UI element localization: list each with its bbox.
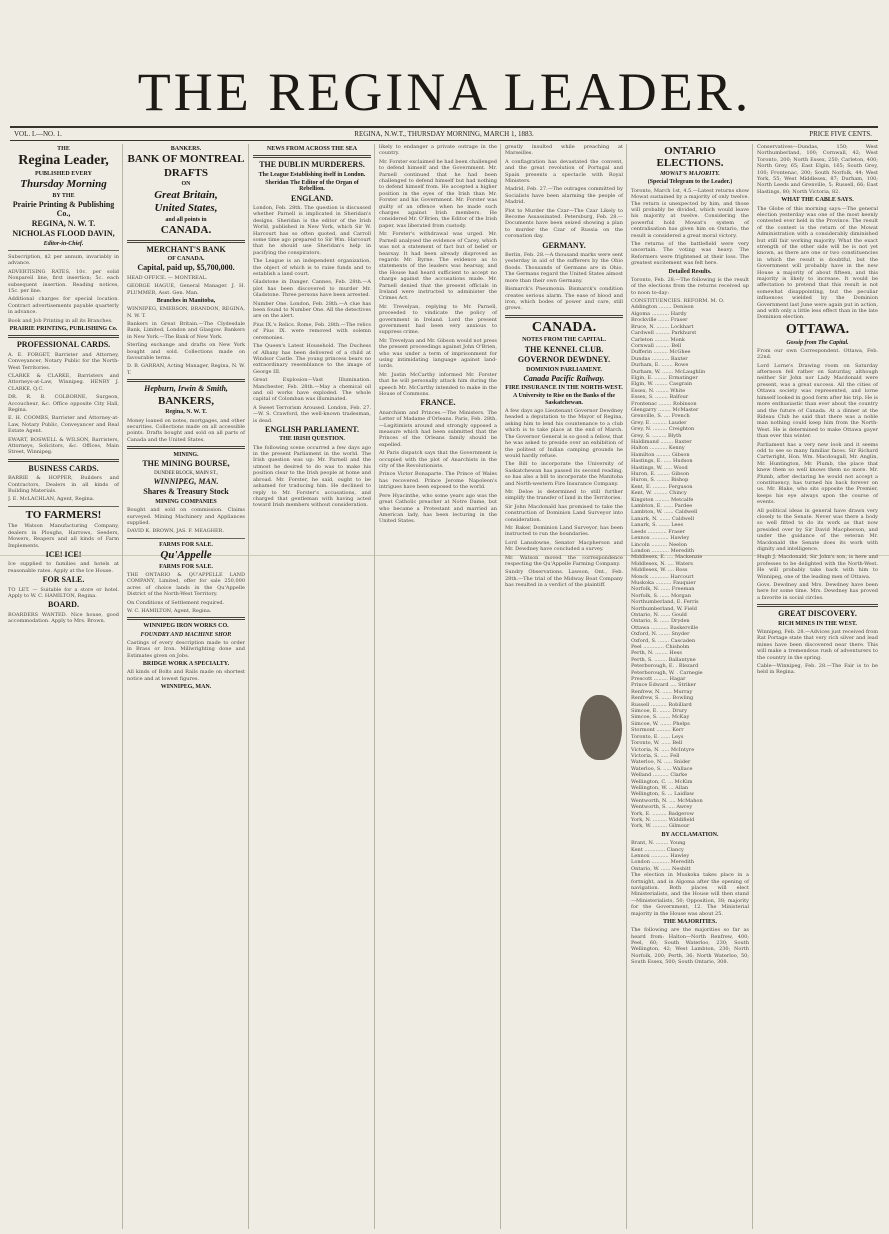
table-row: Addington ........ Denison	[631, 304, 694, 311]
col5-text: Mr. Baker, Dominion Land Surveyor, has been instructed to run the boundaries.	[505, 524, 623, 538]
price: PRICE FIVE CENTS.	[809, 130, 872, 138]
col2-rule	[127, 446, 245, 449]
col4-text: Mr. Justin McCarthy informed Mr. Forster that he will personally attack him during the speech Mr. McCarthy intended to make in the House of Commons.	[379, 371, 497, 398]
col2-text: All kinds of Bolts and Rails made on shortest notice and at lowest figures.	[127, 669, 245, 682]
col7-text: Conservatives—Dundas, 150; West Northumberland, 100; Cornwall, 42; West Toronto, 200; North Essex, 250; Carleton, 400; North Grey, 65; East Elgin, 165; South Grey, 100; Frontenac, 200; South Norfolk, 44; West York, 55; West Middlesex, 87; Durham, 100; North Leeds and Grenville, 5; Russell, 66; East Hastings, 80; North Victoria, 82.	[757, 144, 878, 195]
col2-dundee-block: DUNDEE BLOCK, MAIN ST.,	[154, 470, 218, 476]
col3-rule	[253, 155, 371, 158]
col5-governor-dewdney: GOVERNOR DEWDNEY.	[517, 355, 611, 365]
col3-dublin-murderers: THE DUBLIN MURDERERS.	[259, 160, 365, 170]
col2-text: Castings of every description made to order in Brass or Iron. Millwrighting done and Estimates given on Jobs.	[127, 639, 245, 659]
col7-rich-mines: RICH MINES IN THE WEST.	[778, 620, 857, 627]
col2-regina: Regina, N. W. T.	[165, 409, 207, 416]
column-4	[379, 144, 501, 1229]
col1-editor-name: NICHOLAS FLOOD DAVIN,	[12, 229, 115, 239]
col4-text: Prince Victor Bonaparte. The Prince of Wales has recovered. Prince Jerome Napoleon's intrigues have been exposed to the world.	[379, 471, 497, 491]
col2-foundry: FOUNDRY AND MACHINE SHOP.	[140, 631, 232, 638]
col2-text: Sterling exchange and drafts on New York bought and sold. Collections made on favourable terms.	[127, 342, 245, 362]
table-row: Ontario, S. ...... Dryden	[631, 618, 690, 625]
col1-rule	[8, 459, 119, 462]
col6-ontario-elections: ONTARIO ELECTIONS.	[656, 145, 724, 169]
place-date: REGINA, N.W.T., THURSDAY MORNING, MARCH 1, 1883.	[354, 130, 534, 138]
col1-card: A. E. FORGET, Barrister and Attorney, Conveyancer, Notary Public for the North-West Territories.	[8, 351, 119, 371]
col4-france-heading: FRANCE.	[420, 398, 456, 408]
col5-fire-insurance: FIRE INSURANCE IN THE NORTH-WEST.	[505, 385, 623, 392]
col5-text: Bismarck's Pneumonia. Bismarck's condition creates serious alarm. The ease of blood and iron, which bodes of power and care, still grows.	[505, 286, 623, 312]
col1-text: Book and Job Printing in all its Branches.	[8, 317, 113, 324]
col3-text: The League is an independent organization, the object of which is to raise funds and to establish a land court.	[253, 258, 371, 278]
col2-bankers-heading: BANKERS.	[170, 146, 202, 152]
col3-text: A Sweet Terrorism Aroused. London, Feb. 27.—W. S. Crawford, the well-known tradesman, is dead.	[253, 404, 371, 424]
col6-text: The election in Muskoka takes place in a fortnight, and in Algoma after the opening of navigation. Both places will elect Ministerialists, and the House will then stand—Ministerialists, 50; Opposition, 38; majority for the Government, 12. The Ministerial majority in the House was about 25.	[631, 872, 749, 917]
table-row: Frontenac ........ Robinson	[631, 400, 697, 407]
table-row: Cornwall ......... Bell	[631, 342, 682, 349]
col3-england-heading: ENGLAND.	[290, 193, 333, 203]
col5-text: Mr. Deloe is determined to still further simplify the transfer of land in the Territories.	[505, 488, 623, 502]
table-row: Perth, N. ........ Hess	[631, 650, 682, 657]
column-1	[8, 144, 123, 1229]
col2-on: ON	[181, 181, 191, 188]
col2-text: DAVID K. BROWN, JAS. F. MEAGHER.	[127, 528, 225, 535]
table-row: Oxford, N. ....... Snyder	[631, 631, 690, 638]
col2-canada: CANADA.	[160, 224, 212, 237]
table-row: Lennox ........... Hawley	[631, 535, 690, 542]
col6-detailed-results: Detailed Results.	[668, 268, 712, 275]
table-row: Oxford, S. ....... Cascaden	[631, 637, 696, 644]
col7-text: The Globe of this morning says:—The general election yesterday was one of the most keenly contested ever held in the Province. The result of the contest is the return of the Mowat Administration with a considerably diminished but still fair working majority. What the exact strength of the other side will be is not yet known, as there are one or two constituencies in which the result is doubtful, but the Government will probably have in the new House a majority of about fifteen, and this majority is likely to increase. It would be affectation to pretend that this result is not somewhat disappointing, but the peculiar influences wielded by the Dominion Government last June were again put in action, and with only a little less effect than in the late Dominion election.	[757, 205, 878, 321]
table-row: Hastings, E. ..... Hudson	[631, 458, 693, 465]
col5-kennel-club: THE KENNEL CLUB.	[524, 344, 604, 354]
col2-shares: Shares & Treasury Stock	[143, 487, 229, 497]
col6-mowats-majority: MOWAT'S MAJORITY.	[660, 171, 720, 178]
col2-rule	[127, 617, 245, 620]
table-row: Ontario, W. ...... Nesbitt	[631, 865, 691, 872]
table-row: Halton ........... Kenny	[631, 445, 685, 452]
col7-text: From our own Correspondent. Ottawa, Feb. 22nd.	[757, 347, 878, 361]
col1-by-the: BY THE	[52, 192, 75, 199]
col1-card: DR. R. B. COLBORNE, Surgeon, Accoucheur, &c. Office opposite City Hall, Regina.	[8, 394, 119, 413]
col2-text: D. B. GARRAN, Acting Manager, Regina, N. W. T.	[127, 363, 245, 376]
col3-text: The Queen's Latest Household. The Duchess of Albany has been delivered of a child at Windsor Castle. The young princess bears no extraordinary resemblance to the image of George III.	[253, 343, 371, 375]
col5-text: The Bill to incorporate the University of Saskatchewan has passed its second reading, so has also a bill to incorporate the Manitoba and North-western Fire Insurance Company.	[505, 461, 623, 487]
table-row: Renfrew, S. ...... Bowling	[631, 695, 694, 702]
table-row: Brant, N. ........ Young	[631, 840, 686, 847]
col7-text: Hugh J. Macdonald, Sir John's son, is here and professes to be delighted with the North-West. He will probably take back with him to Winnipeg, one of the leading men of Ottawa.	[757, 554, 878, 580]
table-row: Hastings, W. ..... Wood	[631, 464, 688, 471]
table-row: Kent ............. Clancy	[631, 846, 684, 853]
col3-text: Gladstone in Danger. Cannes, Feb. 28th.—A plot has been discovered to murder Mr. Gladstone. Three persons have been arrested.	[253, 279, 371, 299]
col7-gossip: Gossip from The Capital.	[786, 339, 849, 346]
col6-acclamation-table	[631, 840, 749, 872]
col2-bankers: BANKERS,	[158, 394, 214, 407]
col2-bridge-work: BRIDGE WORK A SPECIALTY.	[142, 661, 230, 668]
table-row: Middlesex, E. .... Mackenzie	[631, 554, 703, 561]
table-row: Simcoe, W. ....... Phelps	[631, 720, 690, 727]
table-row: Cardwell ......... Parkhurst	[631, 330, 697, 337]
col6-acclamation: BY ACCLAMATION.	[661, 831, 719, 838]
col4-text: Mr. Trevelyan, replying to Mr. Parnell, proceeded to vindicate the policy of government in Ireland. Lord the present government had been very anxious to suppress crime.	[379, 303, 497, 336]
col2-capital: Capital, paid up, $5,700,000.	[137, 263, 235, 273]
col7-text: Parliament has a very new look and it seems odd to see so many familiar faces. Sir Richard Cartwright, Hon. Wm. Macdougall, Mr. Anglin, Mr. Huntington, Mr. Plumb, the place that knew them so well knows them no more. Mr. Plumb, after declaring he would not accept a constituency, has turned his back forever on us. Mr. Blake, who sits opposite the Premier, keeps his eye always upon the course of events.	[757, 441, 878, 506]
table-row: Toronto, W. ...... Bell	[631, 740, 683, 747]
col6-text: The returns of the battlefield were very uncertain. The voting was heavy. The Reformers were frightened at their loss. The greatest excitement was felt here.	[631, 240, 749, 267]
col1-editor-title: Editor-in-Chief.	[43, 240, 84, 247]
col4-text: likely to endanger a private outrage in the country.	[379, 144, 497, 157]
col6-special-telegram: (Special Telegram to the Leader.)	[647, 179, 733, 186]
col2-great-britain: Great Britain,	[154, 188, 218, 201]
column-2	[127, 144, 249, 1229]
col2-text: Bought and sold on commission. Claims surveyed. Mining Machinery and Appliances supplied.	[127, 507, 245, 526]
col2-text: On Conditions of Settlement required.	[127, 599, 225, 606]
col2-all-points: and all points in	[165, 216, 207, 223]
col5-text: Mr. Watson moved the correspondence respecting the Qu'Appelle Farming Company.	[505, 554, 623, 568]
col5-text: Berlin, Feb. 28.—A thousand marks were sent yesterday in aid of the sufferers by the Ohio floods. Thousands of Germans are in Ohio. The Germans regard the United States almost more than their own Germany.	[505, 252, 623, 284]
col3-news-heading: NEWS FROM ACROSS THE SEA	[266, 146, 358, 152]
table-row: Lincoln .......... Neelon	[631, 541, 687, 548]
table-row: Kent, W. ......... Chincy	[631, 490, 687, 497]
col2-branches-heading: Branches in Manitoba,	[156, 297, 216, 304]
col2-rule	[127, 538, 245, 539]
col1-for-sale-heading: FOR SALE.	[42, 575, 85, 585]
table-row: Elgin, W. ........ Casgrain	[631, 381, 692, 388]
col5-text: A few days ago Lieutenant Governor Dewdney headed a deputation to the Mayor of Regina, asking him to lend his countenance to a club which is to take place at the end of March. The Governor General is so good a fellow, that he was asked to preside over an exhibition of the politest of Indian camping grounds he would hardly refuse.	[505, 408, 623, 459]
table-row: Dundas ........... Baxter	[631, 355, 688, 362]
table-row: Peterborough, W. . Carnegie	[631, 669, 703, 676]
table-row: Glengarry ........ McMaster	[631, 406, 699, 413]
table-row: Carleton ......... Monk	[631, 336, 685, 343]
col2-mining-bourse: THE MINING BOURSE,	[142, 459, 230, 469]
table-row: Wellington, W. ... Allan	[631, 784, 689, 791]
col5-text: Plot to Murder the Czar—The Czar Likely to Become Assassinated. Petersburg, Feb. 28.—Documents have been seized showing a plan to murder the Czar of Russia on the coronation day.	[505, 207, 623, 240]
table-row: Wellington, S. ... Laidlaw	[631, 791, 695, 798]
col4-text: Anarchism and Princes.—The Ministers. The Letter of Madame d'Orleans. Paris, Feb. 28th.—Legitimists around and strongly opposed a measure which had been submitted that the Princes of the Orleans family should be expelled.	[379, 409, 497, 448]
table-row: Norfolk, S. ...... Morgan	[631, 592, 691, 599]
col4-text: Mr. Forster's withdrawal was urged. Mr. Parnell analysed the evidence of Carey, which was not a statement of fact but of belief or hearsay. It had been already disproved as regards Mr. Byrne. The evidence as to statements of the leaders was hearsay, and the House had heard sufficient to accept no charge against the accusations made. Mr. Parnell denied that the present officials in Ireland were instructed to administer the Crimes Act.	[379, 231, 497, 302]
table-row: Brockville ....... Fraser	[631, 317, 688, 324]
col7-rule	[757, 604, 878, 607]
table-row: Stormont ......... Kerr	[631, 727, 684, 734]
table-row: Hamilton ......... Gibson	[631, 451, 690, 458]
col1-publisher: Prairie Printing & Publishing Co.,	[12, 200, 115, 218]
col4-text: Mr. Trevelyan and Mr. Gibson would not press the present proceedings against John O'Brien, who was under a term of imprisonment for using intimidating language against land-lords.	[379, 337, 497, 370]
table-row: Middlesex, N. .... Waters	[631, 560, 693, 567]
table-row: Grey, S. ......... Blyth	[631, 432, 682, 439]
col5-dominion-parliament: DOMINION PARLIAMENT.	[526, 366, 602, 373]
col1-business-cards-heading: BUSINESS CARDS.	[28, 463, 99, 473]
col7-text: All political ideas in general have drawn very closely to the Senate. Never was there a body so well fitted to do its work as that now presided over by Sir David Macpherson, and under the guidance of the veteran Mr. Macdonald the Senate does its work with dignity and intelligence.	[757, 507, 878, 553]
table-row: Waterloo, S. ..... Wallace	[631, 765, 693, 772]
col6-results-table	[631, 304, 749, 829]
col2-text: WINNIPEG, EMERSON, BRANDON, REGINA, N. W. T.	[127, 306, 245, 319]
col7-cable-says: WHAT THE CABLE SAYS.	[781, 197, 854, 204]
col2-merchants-bank: MERCHANT'S BANK	[146, 244, 226, 254]
table-row: York, E. ......... Badgerow	[631, 810, 694, 817]
table-row: Grey, N. ......... Creighton	[631, 426, 695, 433]
table-row: Waterloo, N. ..... Snider	[631, 759, 691, 766]
col2-rule	[127, 240, 245, 243]
col1-card: BARRIE & HOPPER, Builders and Contractors, Dealers in all kinds of Building Materials.	[8, 475, 119, 495]
table-row: Wentworth, S. .... Awrey	[631, 804, 693, 811]
col1-rule	[8, 506, 119, 507]
col1-card: CLARKE & CLARKE, Barristers and Attorneys-at-Law, Winnipeg. HENRY J. CLARKE, Q.C.	[8, 372, 119, 392]
table-row: Peterborough, E. . Blezard	[631, 663, 699, 670]
col2-farms-for-sale: FARMS FOR SALE.	[159, 563, 213, 570]
col1-thursday-morning: Thursday Morning	[20, 178, 107, 191]
col3-subhead: The League Establishing itself in London.	[258, 171, 366, 178]
col3-text: Great Explosion—Vast Illumination. Manchester, Feb. 28th.—May a chemical oil and oil works have exploded. The whole capital of Colomban was illuminated.	[253, 377, 371, 403]
table-row: Muskoka .......... Fauquier	[631, 579, 696, 586]
table-row: Essex, N. ........ White	[631, 387, 686, 394]
col1-heading-the: THE	[57, 146, 70, 152]
col2-farms-heading: FARMS FOR SALE.	[159, 541, 213, 548]
col1-rule	[8, 250, 119, 251]
col7-ottawa: OTTAWA.	[785, 321, 850, 337]
col1-ad: Ice supplied to families and hotels at reasonable rates. Apply at the Ice House.	[8, 561, 119, 574]
col2-drafts: DRAFTS	[163, 166, 208, 179]
col1-location: REGINA, N. W. T.	[31, 218, 96, 228]
col3-text: Number One. London, Feb. 28th.—A clue has been found to Number One. All the detectives are on the alert.	[253, 300, 371, 320]
col2-winnipeg: WINNIPEG, MAN.	[153, 477, 219, 487]
table-row: Lambton, E. ...... Pardee	[631, 503, 693, 510]
col1-ad: The Watson Manufacturing Company, dealers in Ploughs, Harrows, Seeders, Mowers, Reapers and all kinds of Farm Implements.	[8, 523, 119, 549]
table-row: Huron, S. ........ Bishop	[631, 477, 689, 484]
col2-mining-companies: MINING COMPANIES	[155, 498, 217, 505]
col1-ad: TO LET. — Suitable for a store or hotel. Apply to W. C. HAMILTON, Regina.	[8, 586, 119, 600]
table-row: Victoria, N. ..... McIntyre	[631, 746, 695, 753]
col2-hepburn: Hepburn, Irwin & Smith,	[144, 384, 228, 394]
table-row: Russell .......... Robillard	[631, 701, 692, 708]
col3-text: Pius IX.'s Relics. Rome, Feb. 28th.—The relics of Pius IX. were removed with solemn ceremonies.	[253, 321, 371, 341]
col1-professional-cards-heading: PROFESSIONAL CARDS.	[16, 340, 111, 350]
table-row: Bruce, N. ........ Lockhart	[631, 323, 694, 330]
table-row: Leeds ............ Fraser	[631, 528, 686, 535]
table-row: Peel ............. Chisholm	[631, 644, 690, 651]
table-row: Norfolk, N. ...... Freeman	[631, 586, 695, 593]
table-row: Huron, E. ........ Gibson	[631, 471, 690, 478]
col1-printing-co: PRAIRIE PRINTING, PUBLISHING Co.	[9, 326, 118, 333]
table-row: London ........... Meredith	[631, 547, 695, 554]
col7-text: Govs. Dewdney and Mrs. Dewdney have been here for some time. Mrs. Dewdney has proved a favorite in social circles.	[757, 582, 878, 601]
table-row: Grenville, S. .... French	[631, 413, 690, 420]
col2-mining-heading: MINING.	[173, 452, 199, 459]
col2-iron-works: WINNIPEG IRON WORKS CO.	[143, 623, 229, 630]
table-row: York, W. ......... Gilmour	[631, 823, 690, 830]
col5-rule	[505, 315, 623, 318]
dateline-bar	[10, 126, 878, 141]
table-row: Simcoe, E. ....... Drury	[631, 708, 688, 715]
col5-germany-heading: GERMANY.	[542, 240, 586, 250]
table-row: Prince Edward .... Striker	[631, 682, 696, 689]
col3-subhead: Sheridan The Editor of the Organ of Rebellion.	[265, 179, 359, 193]
col2-bank-of-montreal: BANK OF MONTREAL	[127, 153, 245, 166]
table-row: Lanark, S. ....... Lees	[631, 522, 684, 529]
table-row: Middlesex, W. .... Ross	[631, 567, 688, 574]
table-row: Northumberland, W. Field	[631, 605, 697, 612]
col7-text: Winnipeg, Feb. 28.—Advices just received from Rat Portage state that very rich silver and lead mines have been discovered near there. This will make a tremendous rush of adventurers to the country in the spring.	[757, 628, 878, 661]
column-7	[757, 144, 881, 1229]
table-row: Wellington, C. ... McKim	[631, 778, 693, 785]
col1-board-heading: BOARD.	[48, 600, 79, 610]
col1-ice-heading: ICE! ICE!	[45, 550, 82, 560]
table-row: Wentworth, N. .... McMahon	[631, 797, 703, 804]
table-row: Northumberland, E. Ferris	[631, 599, 699, 606]
col7-text: Lord Lorne's Drawing room on Saturday afternoon fell rather on Saturday, although neither Sir John nor Lady Macdonald were present, was a great success. All the cities of Ottawa society was represented, and lorne himself looked in good form after his trip. He is more enthusiastic than ever about the country and the future of Canada. At a dinner at the Rideau Club he said that there was a noble man nothing could keep him from the North-West. He is determined to make Ottawa gayer than ever this winter.	[757, 362, 878, 440]
col2-winnipeg-man: WINNIPEG, MAN.	[160, 684, 212, 691]
table-row: Algoma ........... Hardy	[631, 310, 687, 317]
col6-text: Toronto, Feb. 28.—The following is the result of the elections from the returns received up to noon to-day:	[631, 276, 749, 296]
table-row: Lambton, W. ...... Caldwell	[631, 509, 698, 516]
table-row: Essex, S. ........ Balfour	[631, 394, 689, 401]
column-6	[631, 144, 753, 1229]
table-row: Kent, E. ......... Ferguson	[631, 483, 693, 490]
col5-text: Sundry Observations. Lawson, Ont., Feb. 28th.—The trial of the Midway Boat Company has resulted in a verdict of the plaintiff.	[505, 569, 623, 589]
col2-text: GEORGE HAGUE, General Manager. J. H. PLUMMER, Asst. Gen. Man.	[127, 283, 245, 296]
col1-card: J. E. McLACHLAN, Agent, Regina.	[8, 496, 95, 503]
column-3	[253, 144, 375, 1229]
table-row: York, N. ......... Widdifield	[631, 816, 695, 823]
col2-of-canada: OF CANADA.	[167, 256, 205, 263]
table-row: Perth, S. ........ Ballantyne	[631, 656, 696, 663]
col5-text: Madrid, Feb. 27.—The outrages committed by Socialists have been alarming the people of Madrid.	[505, 186, 623, 206]
table-row: Renfrew, N. ...... Murray	[631, 688, 693, 695]
col5-cpr: Canada Pacific Railway.	[523, 373, 605, 383]
table-row: Lanark, N. ....... Caldwell	[631, 515, 695, 522]
table-row: Simcoe, S. ....... McKay	[631, 714, 690, 721]
masthead-title: THE REGINA LEADER.	[137, 62, 752, 122]
table-row: Lennox ........... Hawley	[631, 852, 690, 859]
col5-university: A University to Rise on the Banks of the Saskatchewan.	[512, 393, 615, 406]
col3-parliament-heading: ENGLISH PARLIAMENT.	[265, 424, 359, 434]
table-row: Dufferin ......... McGhee	[631, 349, 691, 356]
col2-text: Money loaned on notes, mortgages, and other securities. Collections made on all accessible points. Drafts bought and sold on all parts of Canada and the United States.	[127, 417, 245, 443]
col2-quappelle: Qu'Appelle	[160, 549, 212, 562]
table-row: Haldimand ........ Baxter	[631, 439, 692, 446]
volume-number: VOL. I.—NO. 1.	[14, 130, 62, 138]
col3-text: The following scene occurred a few days ago in the present Parliament in the world. The Irish question was up: Mr. Parnell and the utmost he desired to do was to make his position clear to the Irish people at home and abroad. Mr. Forster, he said, ought to be ashamed for traducing him. He declined to reply to Mr. Forster's accusations, and charged that gentleman with having acted toward Irish members without consideration.	[253, 444, 371, 509]
col7-text: Cable—Winnipeg, Feb. 28.—The Fair is to be held in Regina.	[757, 663, 878, 676]
col2-text: HEAD OFFICE. — MONTREAL.	[127, 274, 208, 281]
col2-text: W. C. HAMILTON, Agent, Regina.	[127, 607, 212, 614]
col1-card: E. H. COOMBS, Barrister and Attorney-at-Law, Notary Public, Conveyancer and Real Estate Agent.	[8, 415, 119, 435]
col5-canada-heading: CANADA.	[531, 319, 597, 335]
col4-text: Mr. Forster exclaimed he had been challenged to defend himself and the Government. Mr. Parnell continued that he had been challenged to defend himself but had nothing to defend himself from. He accepted a higher position in the eyes of the Irish than Mr. Forster and his Government. Mr. Forster was guilty of an offence when he made such charges against Irish members. He considered Mr. O'Brien, the Editor of the Irish paper, was liberated from custody.	[379, 158, 497, 229]
col5-text: greatly insulted while preaching at Marseilles.	[505, 144, 623, 157]
col1-text: ADVERTISING RATES, 10c. per solid Nonpareil line, first insertion; 5c. each subsequent insertion. Reading notices, 15c. per line.	[8, 268, 119, 295]
col1-rule	[8, 335, 119, 338]
col6-table-header: CONSTITUENCIES. REFORM. M. O.	[631, 298, 725, 305]
col7-great-discovery: GREAT DISCOVERY.	[778, 609, 857, 619]
col2-text: THE ONTARIO & QU'APPELLE LAND COMPANY, Limited, offer for sale 250,000 acres of choice lands in the Qu'Appelle District of the North-West Territory.	[127, 571, 245, 598]
ink-blot	[580, 695, 622, 760]
table-row: Elgin, E. ........ Ermatinger	[631, 374, 698, 381]
col5-text: Sir John Macdonald has promised to take the construction of Dominion Land Surveyor into consideration.	[505, 503, 623, 523]
table-row: Ontario, N. ...... Gould	[631, 611, 687, 618]
col1-text: Additional charges for special location. Contract advertisements payable quarterly in advance.	[8, 296, 119, 316]
col2-united-states: United States,	[154, 202, 218, 215]
col1-text: Subscription, $2 per annum, invariably in advance.	[8, 253, 119, 267]
table-row: Toronto, E. ...... Leys	[631, 733, 684, 740]
column-5	[505, 144, 627, 1229]
col1-to-farmers-heading: TO FARMERS!	[25, 508, 102, 521]
table-row: London ........... Meredith	[631, 859, 695, 866]
table-row: Ottawa ........... Baskerville	[631, 624, 699, 631]
col5-text: A conflagration has devastated the convent, and the great revolution of Portugal and Spain presents a spectacle with Royal Ministers.	[505, 158, 623, 185]
table-row: Welland .......... Clarke	[631, 772, 688, 779]
col1-published-every: PUBLISHED EVERY	[35, 170, 92, 177]
col1-card: EWART, BOSWELL & WILSON, Barristers, Attorneys, Solicitors, &c. Offices, Main Street, Winnipeg.	[8, 436, 119, 456]
table-row: Victoria, S. ..... Fell	[631, 752, 680, 759]
col1-paper-name: Regina Leader,	[18, 153, 109, 169]
table-row: Prescott ......... Hagar	[631, 676, 686, 683]
col6-majorities: THE MAJORITIES.	[663, 918, 717, 925]
col1-ad: BOARDERS WANTED. Nice house, good accommodation. Apply to Mrs. Brown.	[8, 611, 119, 625]
table-row: Kingston ......... Metcalfe	[631, 496, 694, 503]
col6-text: The following are the majorities so far as heard from: Halton—North Renfrew, 400; Peel, 60; South Waterloo, 230; South Wellington, 42; West Lambton, 230; North Norfolk, 200; Perth, 36; North Waterloo, 50; South Essex, 500; South Ontario, 308.	[631, 927, 749, 966]
table-row: Monck ............ Harcourt	[631, 573, 694, 580]
table-row: Grey, E. ......... Lauder	[631, 419, 687, 426]
col2-text: Bankers in Great Britain.—The Clydesdale Bank, Limited, London and Glasgow. Bankers in New York.—The Bank of New York.	[127, 321, 245, 340]
col4-text: Pere Hyacinthe, who some years ago was the great Catholic preacher at Notre Dame, but who became a Protestant and married an American lady, has been lecturing in the United States.	[379, 492, 497, 525]
table-row: Durham, W. ....... McLaughlin	[631, 368, 706, 375]
col3-text: London, Feb. 28th. The question is discussed whether Parnell is implicated in Sheridan's designs. Sheridan is the editor of the Irish World, published in New York, which Sir W. Harcourt has so often quoted, and Carroll some time ago prepared to Sir Wm. Harcourt that he should use Sheridan's help in pacifying the conspirators.	[253, 204, 371, 256]
col4-text: At Paris dispatch says that the Government is occupied with the plot of Anarchists in the city of the Revolutionists.	[379, 450, 497, 470]
col3-irish-question: THE IRISH QUESTION.	[279, 436, 345, 443]
col5-notes-capital: NOTES FROM THE CAPITAL.	[522, 337, 606, 344]
col5-text: Lord Lansdowne, Senator Macpherson and Mr. Dewdney have concluded a survey.	[505, 539, 623, 553]
table-row: Durham, E. ....... Rowe	[631, 362, 689, 369]
col2-rule	[127, 379, 245, 382]
col6-text: Toronto, March 1st, 4.5.—Latest returns show Mowat sustained by a majority of only twelve. The return is unexpected by him, and those will probably be divided, which would leave his majority at twelve. Considering the powerful hold Mowat's system of centralisation has given him on Ontario, the result is considered a great moral victory.	[631, 187, 749, 239]
